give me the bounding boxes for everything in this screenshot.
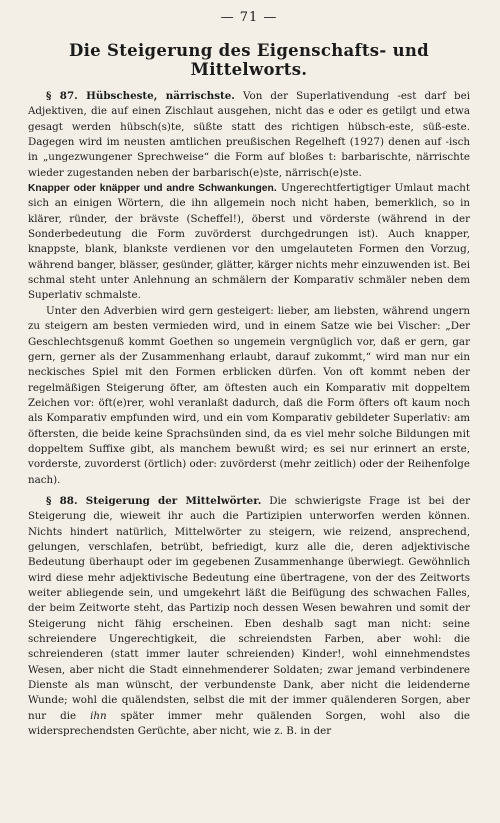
- paragraph-adverbien: [28, 304, 470, 488]
- chapter-title: Die Steigerung des Eigenschafts- und Mittelworts.: [68, 41, 430, 79]
- paragraph-text: Ungerechtfertigtiger Umlaut macht sich an einigen Wörtern, die ihn allgemein noch nicht haben, bemerklich, so in klärer, ründer, der brävste (Scheffel!), öberst und vörderste (während in der Sonderbedeutung die Form zuvörderst durchgedrungen ist). Auch knapper, knappste, blank, blankste verdienen vor den umgelauteten Formen den Vorzug, während banger, blässer, gesünder, glätter, kärger nichts mehr einzuwenden ist. Bei schmal steht unter Anlehnung an schmälern der Komparativ schmäler neben dem Superlativ schmalste.: [28, 182, 470, 302]
- sub-heading: Knapper oder knäpper und andre Schwankungen.: [28, 183, 277, 195]
- paragraph-text: Von der Superlativendung -est darf bei Adjektiven, die auf einen Zischlaut ausgehen, nicht das e oder es getilgt und etwa gesagt werden hübsch(s)te, süßte statt des richtigen hübsch-este, süß-este. Dagegen wird im neusten amtlichen preußischen Regelheft (1927) denen auf -isch in „ungezwungener Sprechweise“ die Form auf bloßes t: barbarischte, närrischte wieder zugestanden neben der barbarisch(e)ste, närrisch(e)ste.: [28, 90, 470, 179]
- paragraph-knapper: [28, 181, 470, 304]
- section-heading: § 87. Hübscheste, närrischste.: [46, 90, 235, 102]
- paragraph-text: Die schwierigste Frage ist bei der Steigerung die, wieweit ihr auch die Partizipien unterworfen werden können. Nichts hindert natürlich, Mittelwörter zu steigern, wie reizend, ansprechend, gelungen, verschlafen, betrübt, befriedigt, kurz alle die, deren adjektivische Bedeutung überhaupt oder im gegebenen Zusammenhange überwiegt. Gewöhnlich wird diese mehr adjektivische Bedeutung eine übertragene, von der des Zeitworts weiter abliegende sein, und umgekehrt läßt die Beifügung des schwachen Falles, der beim Zeitworte steht, das Partizip noch dessen Wesen bewahren und somit der Steigerung nicht fähig erscheinen. Eben deshalb sagt man nicht: seine schreiendere Ungerechtigkeit, die schreiendsten Farben, aber wohl: die schreienderen (statt immer lauter schreienden) Kinder!, wohl einnehmendstes Wesen, aber nicht die Stadt einnehmenderer Soldaten; zwar jemand verbindenere Dienste als man wünscht, der verbundenste Dank, aber nicht die leidenderne Wunde; wohl die quälendsten, selbst die mit der immer quälenderen Sorgen, aber nur die: [28, 494, 470, 722]
- section-heading: § 88. Steigerung der Mittelwörter.: [46, 494, 262, 507]
- paragraph-text: Unter den Adverbien wird gern gesteigert: lieber, am liebsten, während ungern zu steigern am besten vermieden wird, und in einem Satze wie bei Vischer: „Der Geschlechtsgenuß kommt Goethen so ungemein vergnüglich vor, daß er gern, gar gern, gerner als der Zusammenhang erlaubt, darauf zukommt,“ wird man nur ein neckisches Spiel mit den Formen erblicken dürfen. Von oft kommt neben der regelmäßigen Steigerung öfter, am öftesten auch ein Komparativ mit doppeltem Zeichen vor: öft(e)rer, wohl veranlaßt dadurch, daß die Form öfters oft kaum noch als Komparativ empfunden wird, und ein vom Komparativ gebildeter Superlativ: am öftersten, die beide keine Sprachsünden sind, da es viel mehr solche Bildungen mit doppeltem Suffixe gibt, als manchem bewußt wird; es sei nur erinnert an erste, vorderste, zuvorderst (örtlich) oder: zuvörderst (mehr zeitlich) oder der Reihenfolge nach).: [28, 304, 470, 486]
- paragraph-text-tail: später immer mehr quälenden Sorgen, wohl also die widersprechendsten Gerüchte, aber nicht, wie z. B. in der: [28, 709, 470, 738]
- paragraph-87: [28, 89, 470, 181]
- paragraph-88: [28, 494, 470, 740]
- emphasized-word: ihn: [90, 709, 107, 722]
- page-number: — 71 —: [220, 10, 278, 25]
